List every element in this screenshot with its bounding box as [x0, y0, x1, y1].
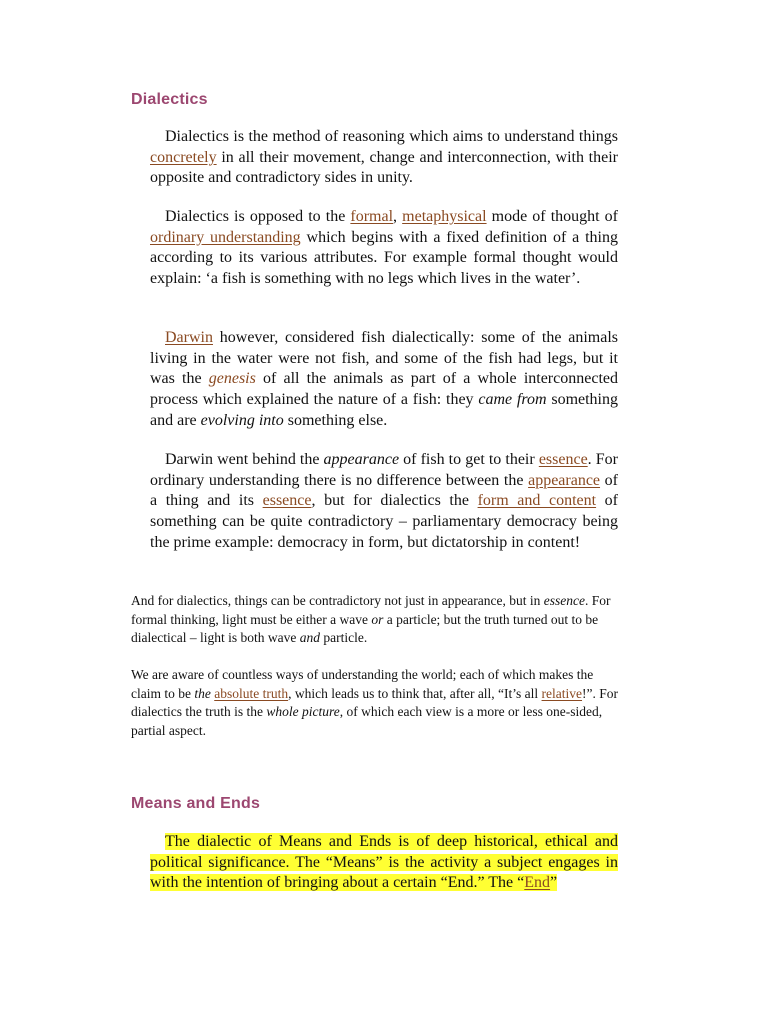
link-appearance[interactable]: appearance: [528, 471, 601, 489]
paragraph-dialectics-definition: Dialectics is the method of reasoning which aims to understand things concretely in all their movement, change and interconnection, with their opposite and contradictory sides in unity.: [150, 128, 618, 187]
paragraph-absolute-truth: We are aware of countless ways of understanding the world; each of which makes the claim to be the absolute truth, which leads us to think that, after all, “It’s all relative!”. For dialectics the truth is the whole picture, of which each view is a more or less one-sided, partial aspect.: [131, 667, 619, 738]
link-metaphysical[interactable]: metaphysical: [402, 208, 487, 225]
link-essence-2[interactable]: essence: [262, 492, 312, 510]
link-darwin[interactable]: Darwin: [165, 329, 213, 346]
section-heading-means-and-ends: Means and Ends: [131, 795, 261, 812]
paragraph-formal-thought: Dialectics is opposed to the formal, metaphysical mode of thought of ordinary understanding which begins with a fixed definition of a thing according to its various attributes. For example formal thought would explain: ‘a fish is something with no legs which lives in the water’.: [150, 208, 618, 288]
link-formal[interactable]: formal: [350, 208, 394, 225]
link-ordinary-understanding[interactable]: ordinary understanding: [150, 228, 301, 246]
text-genesis: genesis: [208, 370, 256, 388]
highlighted-text: The dialectic of Means and Ends is of deep historical, ethical and political significance. The “Means” is the activity a subject engages in with the intention of bringing about a certain “End.” The “End”: [150, 833, 618, 892]
paragraph-means-and-ends: [150, 832, 618, 894]
link-essence[interactable]: essence: [538, 451, 588, 468]
link-end[interactable]: End: [524, 874, 551, 892]
link-absolute-truth[interactable]: absolute truth: [214, 685, 289, 701]
paragraph-appearance-essence: Darwin went behind the appearance of fish to get to their essence. For ordinary understanding there is no difference between the appearance of a thing and its essence, but for dialectics the form and content of something can be quite contradictory – parliamentary democracy being the prime example: democracy in form, but dictatorship in content!: [150, 451, 619, 551]
paragraph-darwin: Darwin however, considered fish dialectically: some of the animals living in the water were not fish, and some of the fish had legs, but it was the genesis of all the animals as part of a whole interconnected process which explained the nature of a fish: they came from something and are evolving into something else.: [150, 329, 619, 429]
link-relative[interactable]: relative: [541, 685, 583, 701]
link-form-and-content[interactable]: form and content: [477, 492, 597, 510]
paragraph-light-wave-particle: And for dialectics, things can be contradictory not just in appearance, but in essence. For formal thinking, light must be either a wave or a particle; but the truth turned out to be dialectical – light is both wave and particle.: [131, 593, 611, 646]
link-concretely[interactable]: concretely: [150, 148, 217, 166]
section-heading-dialectics: Dialectics: [131, 91, 208, 108]
